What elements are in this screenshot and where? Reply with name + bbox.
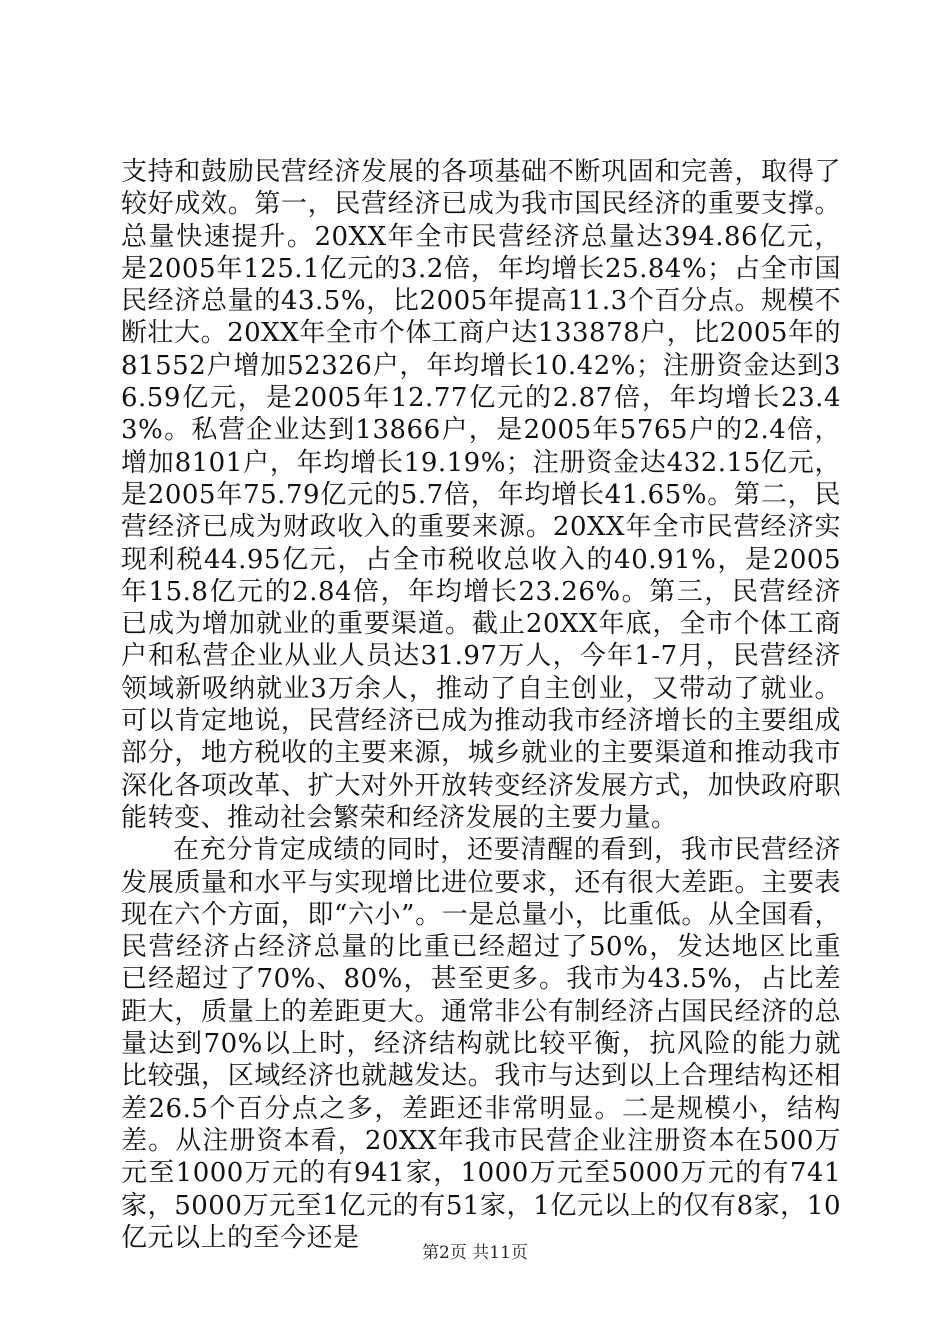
paragraph-1: 支持和鼓励民营经济发展的各项基础不断巩固和完善，取得了较好成效。第一，民营经济已成为我市国民经济的重要支撑。总量快速提升。20XX年全市民营经济总量达394.86亿元，是2005年125.1亿元的3.2倍，年均增长25.84%；占全市国民经济总量的43.5%，比2005年提高11.3个百分点。规模不断壮大。20XX年全市个体工商户达133878户，比2005年的81552户增加52326户，年均增长10.42%；注册资金达到36.59亿元，是2005年12.77亿元的2.87倍，年均增长23.43%。私营企业达到13866户，是2005年5765户的2.4倍，增加8101户，年均增长19.19%；注册资金达432.15亿元，是2005年75.79亿元的5.7倍，年均增长41.65%。第二，民营经济已成为财政收入的重要来源。20XX年全市民营经济实现利税44.95亿元，占全市税收总收入的40.91%，是2005年15.8亿元的2.84倍，年均增长23.26%。第三，民营经济已成为增加就业的重要渠道。截止20XX年底，全市个体工商户和私营企业从业人员达31.97万人，今年1-7月，民营经济领域新吸纳就业3万余人，推动了自主创业，又带动了就业。可以肯定地说，民营经济已成为推动我市经济增长的主要组成部分，地方税收的主要来源，城乡就业的主要渠道和推动我市深化各项改革、扩大对外开放转变经济发展方式，加快政府职能转变、推动社会繁荣和经济发展的主要力量。 <box>121 157 841 833</box>
page-footer <box>0 1242 950 1264</box>
page-number-indicator: 第2页 共11页 <box>422 1243 528 1263</box>
paragraph-2: 在充分肯定成绩的同时，还要清醒的看到，我市民营经济发展质量和水平与实现增比进位要求，还有很大差距。主要表现在六个方面，即“六小”。一是总量小，比重低。从全国看，民营经济占经济总量的比重已经超过了50%，发达地区比重已经超过了70%、80%，甚至更多。我市为43.5%，占比差距大，质量上的差距更大。通常非公有制经济占国民经济的总量达到70%以上时，经济结构就比较平衡，抗风险的能力就比较强，区域经济也就越发达。我市与达到以上合理结构还相差26.5个百分点之多，差距还非常明显。二是规模小，结构差。从注册资本看，20XX年我市民营企业注册资本在500万元至1000万元的有941家，1000万元至5000万元的有741家，5000万元至1亿元的有51家，1亿元以上的仅有8家，10亿元以上的至今还是 <box>121 835 841 1253</box>
document-body <box>121 156 841 1254</box>
